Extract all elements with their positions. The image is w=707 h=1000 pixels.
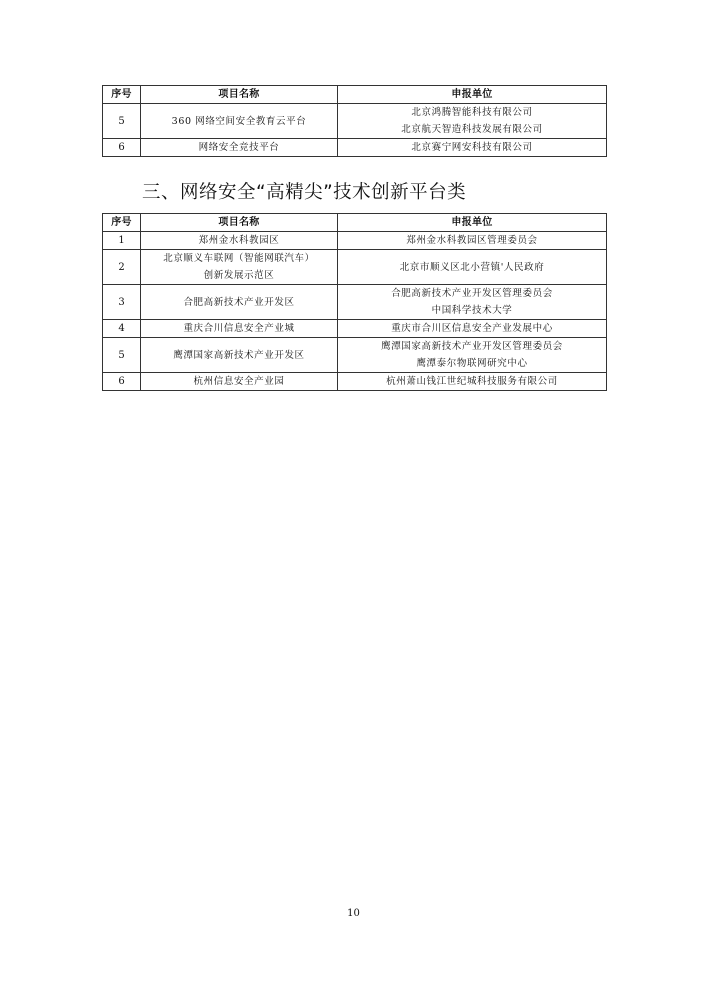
- applicant-line: 北京赛宁网安科技有限公司: [411, 142, 533, 153]
- row-project-name: [141, 285, 338, 320]
- row-applicant: [338, 285, 607, 320]
- section-heading: 三、网络安全“高精尖”技术创新平台类: [142, 182, 467, 203]
- row-serial: 6: [103, 139, 141, 157]
- row-project-name: [141, 373, 338, 391]
- applicant-line: 重庆市合川区信息安全产业发展中心: [391, 323, 553, 334]
- project-name-line: 杭州信息安全产业园: [193, 376, 285, 387]
- header-applicant: 申报单位: [338, 86, 607, 104]
- row-serial: 4: [103, 320, 141, 338]
- row-project-name: [141, 104, 338, 139]
- row-project-name: [141, 250, 338, 285]
- table-row: [103, 338, 607, 373]
- table-row: [103, 320, 607, 338]
- row-project-name: [141, 232, 338, 250]
- table-row: [103, 285, 607, 320]
- table-header-row: [103, 86, 607, 104]
- table-row: [103, 373, 607, 391]
- row-serial: 5: [103, 338, 141, 373]
- table-row: [103, 250, 607, 285]
- row-serial: 3: [103, 285, 141, 320]
- project-name-line: 北京顺义车联网（智能网联汽车）: [163, 253, 315, 264]
- row-applicant: [338, 250, 607, 285]
- applicant-line: 北京鸿腾智能科技有限公司: [411, 107, 533, 118]
- table-row: [103, 139, 607, 157]
- project-name-line: 网络安全竞技平台: [198, 142, 280, 153]
- applicant-line: 杭州萧山钱江世纪城科技服务有限公司: [386, 376, 558, 387]
- header-serial: 序号: [103, 86, 141, 104]
- row-project-name: [141, 338, 338, 373]
- row-serial: 2: [103, 250, 141, 285]
- project-name-line: 鹰潭国家高新技术产业开发区: [173, 349, 305, 361]
- table-header-row: [103, 214, 607, 232]
- applicant-line: 鹰潭国家高新技术产业开发区管理委员会: [381, 341, 563, 352]
- applicant-line: 鹰潭泰尔物联网研究中心: [416, 358, 528, 369]
- applicant-line: 郑州金水科教园区管理委员会: [406, 235, 538, 246]
- applicant-line: 中国科学技术大学: [431, 305, 513, 316]
- row-applicant: [338, 139, 607, 157]
- row-project-name: [141, 320, 338, 338]
- project-table-continued: [102, 85, 607, 157]
- applicant-line: 合肥高新技术产业开发区管理委员会: [391, 288, 553, 299]
- project-name-line: 创新发展示范区: [203, 270, 275, 281]
- page-number: 10: [347, 908, 360, 919]
- applicant-line: 北京航天智造科技发展有限公司: [401, 124, 543, 135]
- row-applicant: [338, 373, 607, 391]
- row-project-name: [141, 139, 338, 157]
- table-row: [103, 232, 607, 250]
- project-name-line: 360 网络空间安全教育云平台: [171, 115, 307, 127]
- project-name-line: 重庆合川信息安全产业城: [183, 323, 295, 334]
- applicant-line: 北京市顺义区北小营镇'人民政府: [399, 261, 545, 273]
- row-applicant: [338, 104, 607, 139]
- project-name-line: 合肥高新技术产业开发区: [183, 296, 295, 308]
- innovation-platform-table: [102, 213, 607, 391]
- header-applicant: 申报单位: [338, 214, 607, 232]
- row-applicant: [338, 338, 607, 373]
- row-applicant: [338, 232, 607, 250]
- header-serial: 序号: [103, 214, 141, 232]
- row-serial: 6: [103, 373, 141, 391]
- project-name-line: 郑州金水科教园区: [198, 235, 280, 246]
- header-project-name: 项目名称: [141, 86, 338, 104]
- header-project-name: 项目名称: [141, 214, 338, 232]
- row-serial: 5: [103, 104, 141, 139]
- table-row: [103, 104, 607, 139]
- row-serial: 1: [103, 232, 141, 250]
- row-applicant: [338, 320, 607, 338]
